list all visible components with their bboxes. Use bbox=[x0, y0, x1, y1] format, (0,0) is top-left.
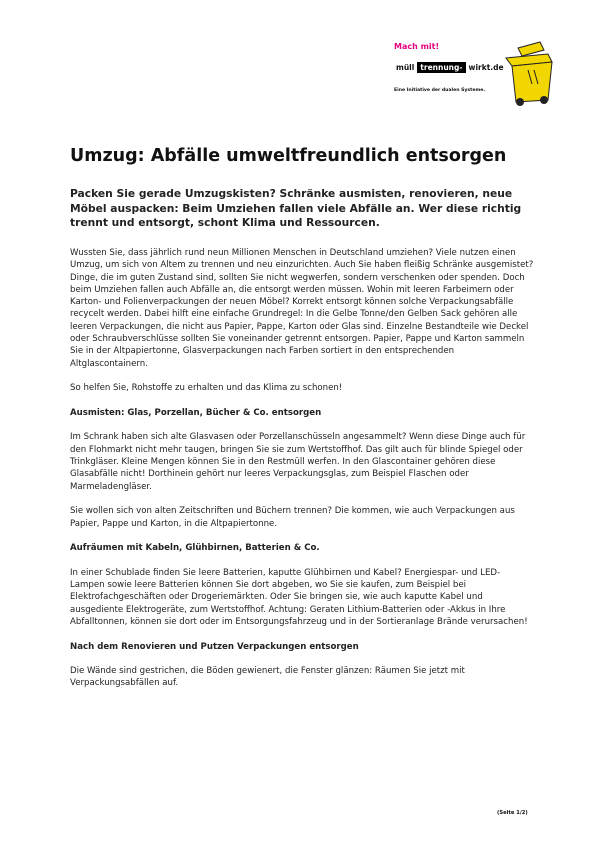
section-heading: Ausmisten: Glas, Porzellan, Bücher & Co. entsorgen bbox=[70, 407, 322, 418]
logo-wordmark bbox=[394, 62, 506, 73]
section-heading: Aufräumen mit Kabeln, Glühbirnen, Batterien & Co. bbox=[70, 543, 320, 554]
logo-word-trennung: trennung- bbox=[417, 62, 465, 73]
logo-word-muell: müll bbox=[396, 63, 415, 72]
body-paragraph: So helfen Sie, Rohstoffe zu erhalten und das Klima zu schonen! bbox=[70, 383, 343, 394]
body-paragraph: Wussten Sie, dass jährlich rund neun Millionen Menschen in Deutschland umziehen? Viele nutzen einen Umzug, um sich von Altem zu trennen und neu einzurichten. Auch Sie haben fleißig Schränke ausgemistet? Dinge, die im guten Zustand sind, sollten Sie nicht wegwerfen, sondern verschenken oder spenden. Doch beim Umziehen fallen auch Abfälle an, die entsorgt werden müssen. Wohin mit leeren Farbeimern oder Karton- und Folienverpackungen der neuen Möbel? Korrekt entsorgt können solche Verpackungsabfälle recycelt werden. Dabei hilft eine einfache Grundregel: In die Gelbe Tonne/den Gelben Sack gehören alle leeren Verpackungen, die nicht aus Papier, Pappe, Karton oder Glas sind. Einzelne Bestandteile wie Deckel oder Schraubverschlüsse sollten Sie voneinander getrennt entsorgen. Papier, Pappe und Karton sammeln Sie in der Altpapiertonne, Glasverpackungen nach Farben sortiert in den entsprechenden Altglascontainern. bbox=[70, 248, 534, 369]
document-body bbox=[70, 247, 534, 702]
page-number: (Seite 1/2) bbox=[497, 810, 528, 816]
body-paragraph: Im Schrank haben sich alte Glasvasen oder Porzellanschüsseln angesammelt? Wenn diese Dinge auch für den Flohmarkt nicht mehr taugen, bringen Sie sie zum Wertstoffhof. Das gilt auch für blinde Spiegel oder Trinkgläser. Kleine Mengen können Sie in den Restmüll werfen. In den Glascontainer gehören diese Glasabfälle nicht! Dorthinein gehört nur leeres Verpackungsglas, zum Beispiel Flaschen oder Marmeladengläser. bbox=[70, 432, 526, 492]
recycling-bin-icon bbox=[498, 40, 560, 108]
document-lead: Packen Sie gerade Umzugskisten? Schränke ausmisten, renovieren, neue Möbel auspacken: Beim Umziehen fallen viele Abfälle an. Wer diese richtig trennt und entsorgt, schont Klima und Ressourcen. bbox=[70, 187, 522, 229]
section-heading: Nach dem Renovieren und Putzen Verpackungen entsorgen bbox=[70, 641, 359, 652]
campaign-logo bbox=[394, 40, 564, 110]
logo-tagline: Mach mit! bbox=[394, 42, 440, 51]
body-paragraph: Sie wollen sich von alten Zeitschriften und Büchern trennen? Die kommen, wie auch Verpackungen aus Papier, Pappe und Karton, in die Altpapiertonne. bbox=[70, 506, 515, 529]
body-paragraph: In einer Schublade finden Sie leere Batterien, kaputte Glühbirnen und Kabel? Energiespar- und LED-Lampen sowie leere Batterien können Sie dort abgeben, wo Sie sie kaufen, zum Beispiel bei Elektrofachgeschäften oder Drogeriemärkten. Oder Sie bringen sie, wie auch kaputte Kabel und ausgediente Elektrogeräte, zum Wertstoffhof. Achtung: Geraten Lithium-Batterien oder -Akkus in Ihre Abfalltonnen, können sie dort oder im Entsorgungsfahrzeug und in der Sortieranlage Brände verursachen! bbox=[70, 567, 528, 627]
document-title: Umzug: Abfälle umweltfreundlich entsorgen bbox=[70, 146, 507, 166]
logo-word-wirkt: wirkt.de bbox=[468, 63, 504, 72]
logo-subline: Eine Initiative der dualen Systeme. bbox=[394, 88, 486, 93]
body-paragraph: Die Wände sind gestrichen, die Böden gewienert, die Fenster glänzen: Räumen Sie jetzt mit Verpackungsabfällen auf. bbox=[70, 666, 465, 689]
